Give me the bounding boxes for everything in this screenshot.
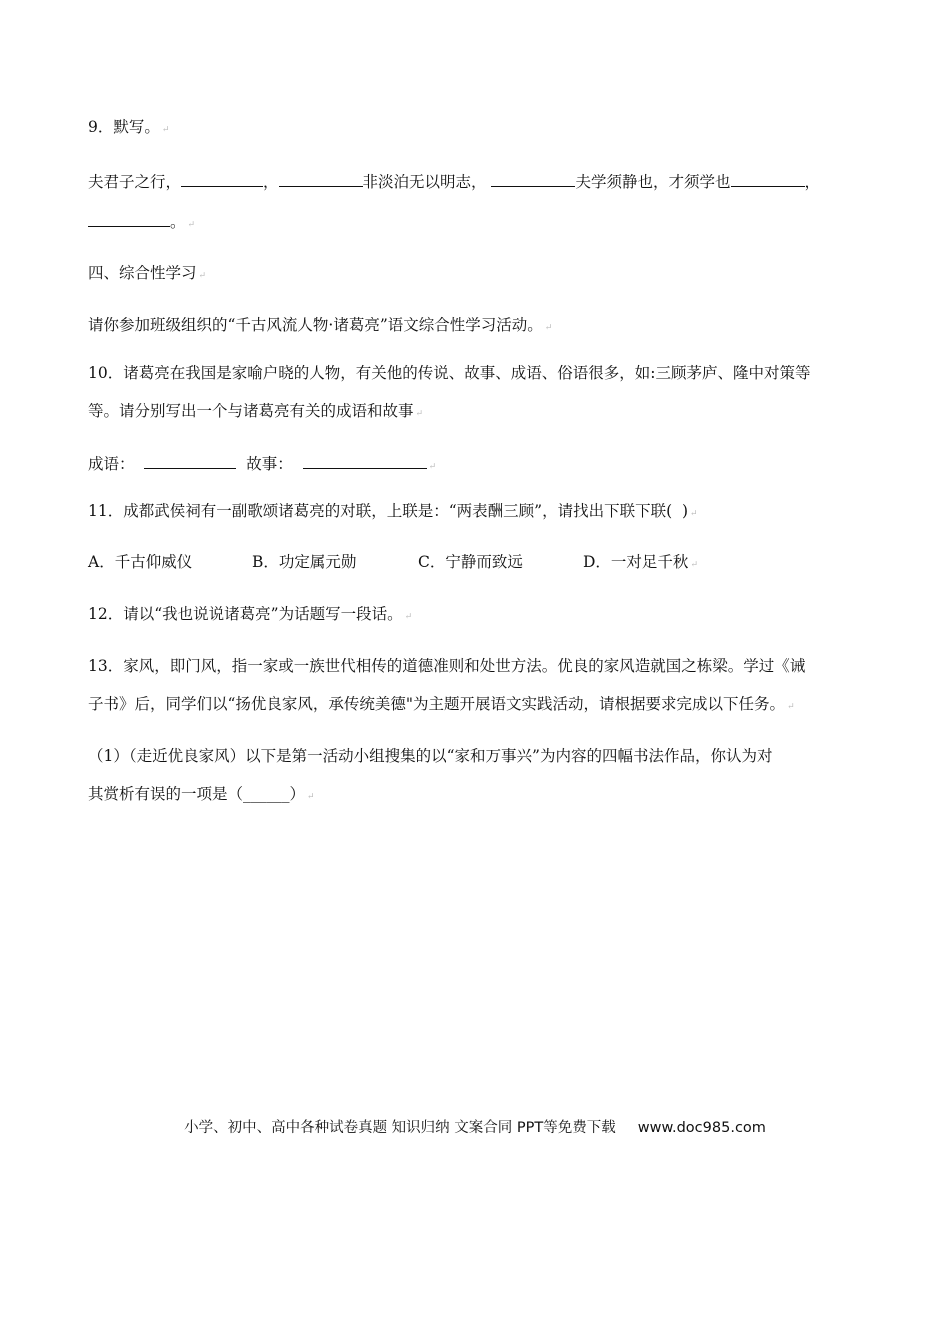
intro-text: 请你参加班级组织的“千古风流人物·诸葛亮”语文综合性学习活动。 <box>88 316 543 334</box>
footer-text: 小学、初中、高中各种试卷真题 知识归纳 文案合同 PPT等免费下载 <box>184 1120 616 1136</box>
footer <box>0 1116 950 1137</box>
q11-paren: ) <box>681 502 689 520</box>
idiom-label: 成语： <box>88 455 135 473</box>
q9-text-2: ， <box>263 173 279 191</box>
paragraph-mark-icon: ↵ <box>428 462 437 472</box>
q10-line1 <box>88 362 868 384</box>
q10-answer-line <box>88 452 868 478</box>
q13-text-2: 子书》后，同学们以“扬优良家风，承传统美德"为主题开展语文实践活动，请根据要求完成以下任务。 <box>88 695 786 713</box>
q13-line2 <box>88 693 868 718</box>
q9-title-text: 9．默写。 <box>88 118 160 136</box>
paragraph-mark-icon: ↵ <box>187 220 196 230</box>
q13-line1 <box>88 655 868 677</box>
fill-blank[interactable] <box>181 170 263 187</box>
paragraph-mark-icon: ↵ <box>690 509 698 519</box>
q13-text-1: 13．家风，即门风，指一家或一族世代相传的道德准则和处世方法。优良的家风造就国之栋梁。学过《诫 <box>88 657 806 675</box>
intro-line <box>88 314 868 339</box>
fill-blank[interactable] <box>279 170 363 187</box>
fill-blank[interactable] <box>731 170 805 187</box>
q13-sub1-line1 <box>88 745 868 767</box>
paragraph-mark-icon: ↵ <box>198 271 207 281</box>
q9-title <box>88 116 868 141</box>
paragraph-mark-icon: ↵ <box>415 409 424 419</box>
option-a[interactable]: A．千古仰威仪 <box>88 553 193 571</box>
q9-text-5: ， <box>804 173 821 191</box>
q9-text-1: 夫君子之行， <box>88 173 182 191</box>
q13-sub1-line2 <box>88 783 868 808</box>
q12-text: 12．请以“我也说说诸葛亮”为话题写一段话。 <box>88 605 403 623</box>
section-title <box>88 262 868 287</box>
q9-line2 <box>88 210 868 236</box>
paragraph-mark-icon: ↵ <box>404 612 413 622</box>
q13-sub1-text-2: 其赏析有误的一项是（ <box>88 785 244 803</box>
story-label: 故事： <box>246 455 293 473</box>
q9-text-4: 夫学须静也，才须学也 <box>575 173 731 191</box>
q10-text-1: 10．诸葛亮在我国是家喻户晓的人物，有关他的传说、故事、成语、俗语很多，如:三顾茅庐、隆中对策等 <box>88 364 811 382</box>
q10-line2 <box>88 400 868 425</box>
paragraph-mark-icon: ↵ <box>307 792 315 802</box>
paragraph-mark-icon: ↵ <box>690 560 698 570</box>
q12-line <box>88 603 868 628</box>
q10-text-2: 等。请分别写出一个与诸葛亮有关的成语和故事 <box>88 402 414 420</box>
fill-blank[interactable] <box>88 210 170 227</box>
section4-title-text: 四、综合性学习 <box>88 264 197 282</box>
q11-text: 11．成都武侯祠有一副歌颂诸葛亮的对联，上联是：“两表酬三顾”，请找出下联下联( <box>88 502 673 520</box>
fill-blank[interactable] <box>491 170 575 187</box>
q13-sub1-text-3: ） <box>289 785 306 803</box>
idiom-blank[interactable] <box>144 452 236 469</box>
answer-blank[interactable]: ______ <box>243 785 290 803</box>
paragraph-mark-icon: ↵ <box>161 125 170 135</box>
option-c[interactable]: C．宁静而致远 <box>418 553 523 571</box>
footer-url-link[interactable]: www.doc985.com <box>637 1120 766 1136</box>
paragraph-mark-icon: ↵ <box>544 323 553 333</box>
story-blank[interactable] <box>303 452 427 469</box>
q9-text-3: 非淡泊无以明志， <box>362 173 487 191</box>
q13-sub1-text-1: （1）（走近优良家风）以下是第一活动小组搜集的以“家和万事兴”为内容的四幅书法作品，你认为对 <box>88 747 773 765</box>
q11-options <box>88 551 868 576</box>
option-d[interactable]: D．一对足千秋 <box>583 553 689 571</box>
q9-line1 <box>88 170 868 193</box>
q11-line <box>88 500 868 525</box>
option-b[interactable]: B．功定属元勋 <box>252 553 357 571</box>
q9-text-end: 。 <box>170 213 186 231</box>
paragraph-mark-icon: ↵ <box>787 702 795 712</box>
